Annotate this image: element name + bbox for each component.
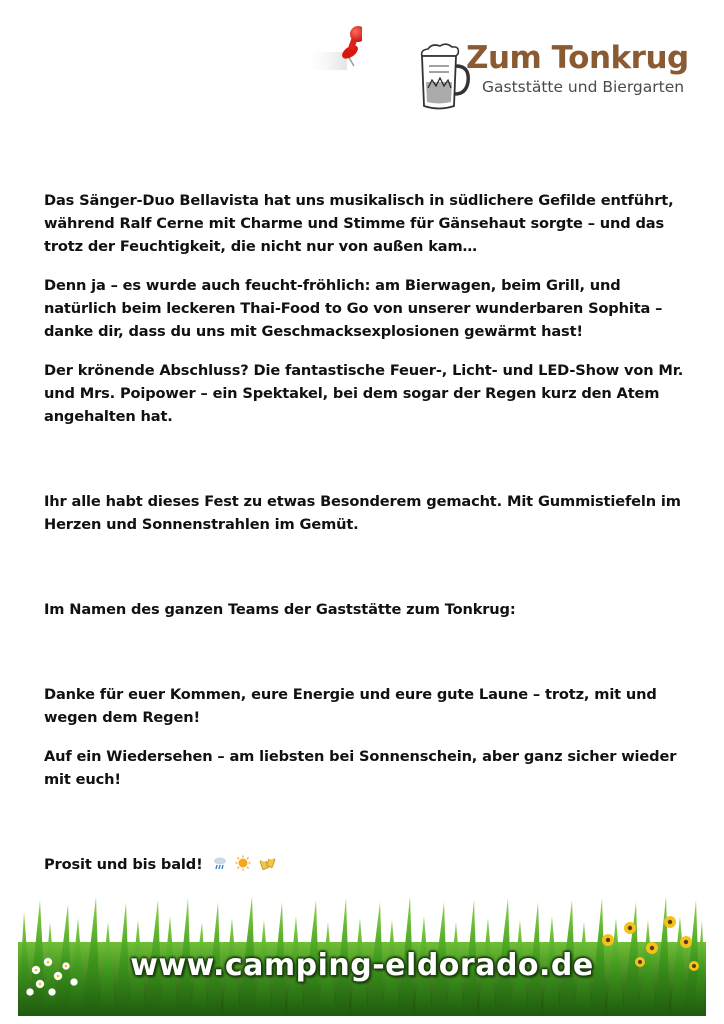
paragraph: Ihr alle habt dieses Fest zu etwas Besonderem gemacht. Mit Gummistiefeln im Herzen und Sonnenstrahlen im Gemüt.	[44, 493, 681, 533]
logo-subtitle: Gaststätte und Biergarten	[482, 78, 685, 96]
pushpin-icon	[302, 22, 362, 72]
letter-body	[44, 189, 688, 876]
sun-icon	[235, 855, 251, 871]
paragraph: Das Sänger-Duo Bellavista hat uns musikalisch in südlichere Gefilde entführt, während Ralf Cerne mit Charme und Stimme für Gänsehaut sorgte – und das trotz der Feuchtigkeit, die nicht nur von außen kam…	[44, 192, 674, 255]
paragraph: Auf ein Wiedersehen – am liebsten bei Sonnenschein, aber ganz sicher wieder mit euch!	[44, 748, 677, 788]
paragraph: Danke für euer Kommen, eure Energie und eure gute Laune – trotz, mit und wegen dem Regen!	[44, 686, 657, 726]
beer-toast-icon	[259, 855, 277, 871]
closing-line	[44, 853, 688, 876]
logo-title: Zum Tonkrug	[466, 40, 689, 76]
paragraph: Der krönende Abschluss? Die fantastische Feuer-, Licht- und LED-Show von Mr. und Mrs. Poipower – ein Spektakel, bei dem sogar der Regen kurz den Atem angehalten hat.	[44, 362, 684, 425]
footer-banner	[18, 892, 706, 1016]
paragraph: Im Namen des ganzen Teams der Gaststätte zum Tonkrug:	[44, 601, 516, 618]
paragraph: Denn ja – es wurde auch feucht-fröhlich: am Bierwagen, beim Grill, und natürlich beim leckeren Thai-Food to Go von unserer wunderbaren Sophita – danke dir, dass du uns mit Geschmacksexplosionen gewärmt hast!	[44, 277, 663, 340]
brand-logo	[414, 40, 689, 114]
footer-url[interactable]: www.camping-eldorado.de	[130, 948, 594, 983]
closing-text: Prosit und bis bald!	[44, 856, 203, 873]
rain-cloud-icon	[212, 855, 228, 871]
beer-mug-icon	[414, 42, 472, 112]
